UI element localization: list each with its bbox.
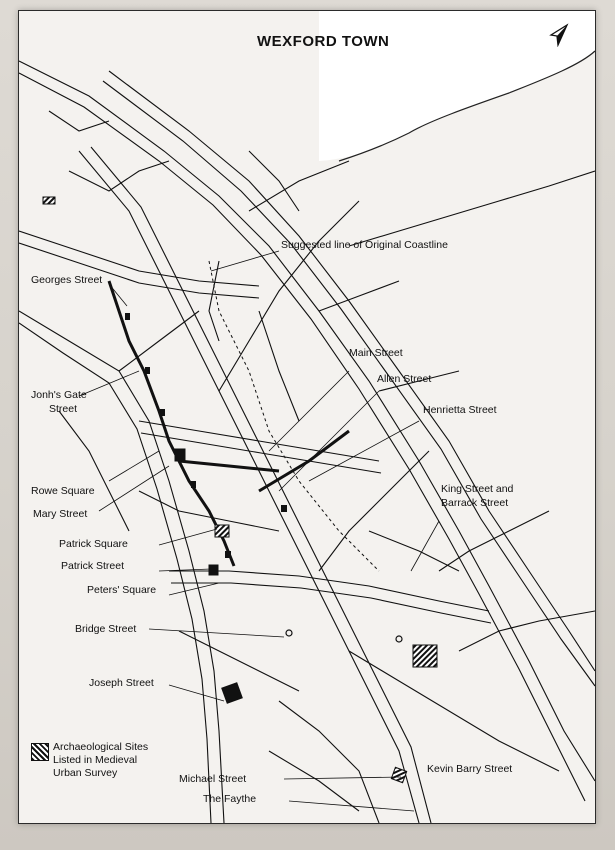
leader-line bbox=[79, 371, 139, 396]
label-bridge-street: Bridge Street bbox=[75, 623, 137, 635]
label-kevin-barry-street: Kevin Barry Street bbox=[427, 763, 513, 775]
wall-tower bbox=[396, 636, 402, 642]
leader-line bbox=[169, 583, 219, 595]
leader-line bbox=[159, 529, 217, 545]
leader-line bbox=[211, 251, 279, 271]
legend-line-3: Urban Survey bbox=[53, 767, 118, 779]
street-outline bbox=[269, 751, 359, 811]
wall-tower bbox=[281, 505, 287, 512]
archaeological-site bbox=[209, 565, 218, 575]
street-outline bbox=[209, 261, 219, 341]
archaeological-site bbox=[175, 449, 185, 461]
leader-line bbox=[284, 777, 401, 779]
street-outline bbox=[259, 311, 299, 421]
street-outline bbox=[439, 511, 549, 571]
label-king-barrack-2: Barrack Street bbox=[441, 497, 509, 509]
street-outline bbox=[459, 611, 595, 651]
street-outline bbox=[169, 571, 489, 611]
street-outline bbox=[249, 161, 349, 211]
label-mary-street: Mary Street bbox=[33, 508, 88, 520]
street-outline bbox=[171, 583, 491, 623]
archaeological-site bbox=[413, 645, 437, 667]
wall-tower bbox=[225, 551, 231, 558]
north-arrow-icon bbox=[547, 23, 571, 52]
label-suggested-coastline: Suggested line of Original Coastline bbox=[281, 239, 448, 251]
label-patrick-square: Patrick Square bbox=[59, 538, 128, 550]
mary-street-thick bbox=[179, 461, 279, 471]
street-outline bbox=[119, 311, 199, 371]
leader-line bbox=[411, 521, 439, 571]
label-henrietta-street: Henrietta Street bbox=[423, 404, 497, 416]
legend-swatch bbox=[31, 743, 49, 761]
wall-tower bbox=[286, 630, 292, 636]
street-map bbox=[19, 11, 595, 823]
leader-line bbox=[149, 629, 284, 637]
label-michael-street: Michael Street bbox=[179, 773, 247, 785]
leader-line bbox=[289, 801, 414, 811]
leader-line bbox=[309, 421, 419, 481]
label-main-street: Main Street bbox=[349, 347, 403, 359]
wall-tower bbox=[145, 367, 150, 374]
archaeological-site bbox=[222, 683, 243, 704]
label-patrick-street: Patrick Street bbox=[61, 560, 125, 572]
leader-line bbox=[109, 451, 159, 481]
leader-line bbox=[99, 466, 169, 511]
wall-tower bbox=[160, 409, 165, 416]
wall-tower bbox=[125, 313, 130, 320]
archaeological-site bbox=[215, 525, 229, 537]
archaeological-site bbox=[43, 197, 55, 204]
street-outline bbox=[19, 61, 595, 781]
map-title: WEXFORD TOWN bbox=[257, 33, 390, 50]
street-outline bbox=[19, 73, 585, 801]
map-figure bbox=[18, 10, 596, 824]
street-outline bbox=[349, 651, 559, 771]
label-peters-square: Peters' Square bbox=[87, 584, 157, 596]
label-joseph-street: Joseph Street bbox=[89, 677, 154, 689]
street-outline bbox=[319, 451, 429, 571]
street-outline bbox=[279, 701, 379, 823]
label-georges-street: Georges Street bbox=[31, 274, 103, 286]
street-outline bbox=[249, 151, 299, 211]
label-johns-gate-street-1: Jonh's Gate bbox=[31, 389, 87, 401]
leader-line bbox=[279, 391, 379, 491]
town-wall bbox=[109, 281, 234, 566]
label-allen-street: Allen Street bbox=[377, 373, 432, 385]
legend bbox=[53, 741, 148, 780]
legend-line-2: Listed in Medieval bbox=[53, 754, 138, 766]
street-outline bbox=[179, 631, 299, 691]
leader-line bbox=[109, 284, 127, 306]
henrietta-thick bbox=[259, 431, 349, 491]
street-outline bbox=[69, 161, 169, 191]
label-johns-gate-street-2: Street bbox=[49, 403, 78, 415]
legend-line-1: Archaeological Sites bbox=[53, 741, 149, 753]
wall-tower bbox=[191, 481, 196, 488]
street-outline bbox=[49, 111, 109, 131]
label-rowe-square: Rowe Square bbox=[31, 485, 95, 497]
label-king-barrack-1: King Street and bbox=[441, 483, 514, 495]
street-outline bbox=[349, 171, 595, 246]
label-the-faythe: The Faythe bbox=[203, 793, 257, 805]
